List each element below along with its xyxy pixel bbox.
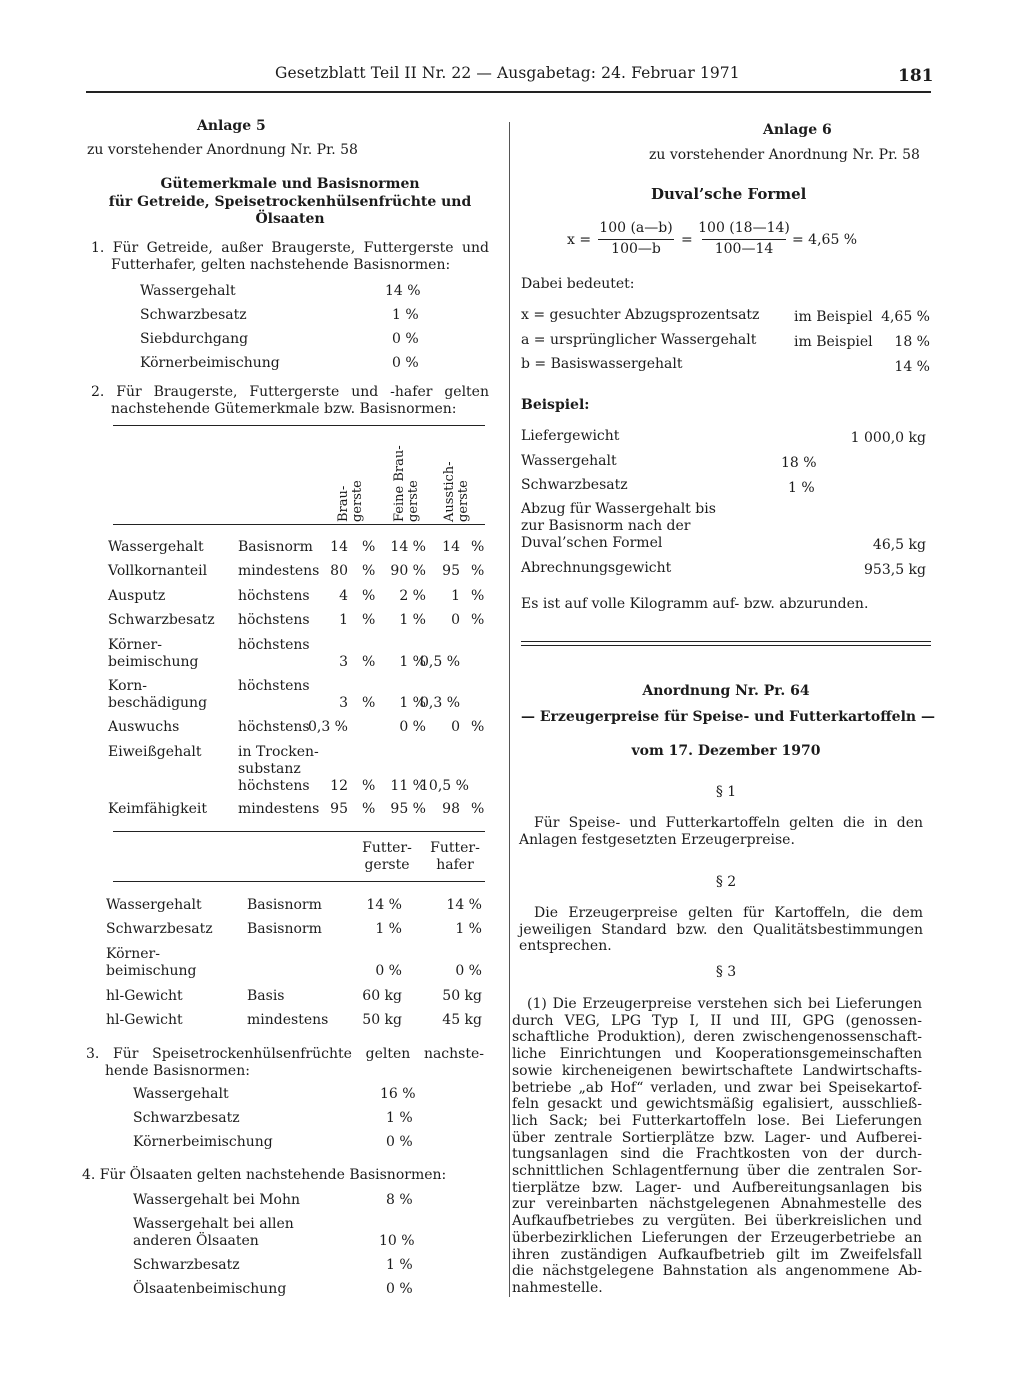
header-rule <box>86 91 931 93</box>
table-row-type: höchstens <box>238 678 310 694</box>
paragraph-line: liche Einrichtungen und Kooperationsgemeinschaften <box>512 1046 922 1063</box>
definition-example: im Beispiel <box>794 334 873 350</box>
table-row-type: höchstens <box>238 588 310 604</box>
paragraph-line: über zentrale Sortierplätze bzw. Lager- und Aufberei- <box>512 1129 922 1146</box>
table-row-label: hl-Gewicht <box>106 988 183 1004</box>
table-cell-unit: % <box>362 612 376 628</box>
formula-den-2: 100—14 <box>714 241 774 257</box>
paragraph-mark-2: § 2 <box>715 874 737 890</box>
list-item: Wassergehalt bei allen anderen Ölsaaten <box>133 1216 294 1249</box>
beispiel-value: 1 000,0 kg <box>850 430 926 446</box>
list-value: 0 % <box>392 355 419 371</box>
table-cell-unit: % <box>471 588 485 604</box>
table2-top-rule <box>113 831 485 832</box>
table-cell-unit: % <box>362 778 376 794</box>
table-cell: 0 <box>451 612 460 628</box>
paragraph-mark-3: § 3 <box>715 964 737 980</box>
s3-intro-line-2: hende Basisnormen: <box>105 1063 250 1079</box>
anordnung-title: Anordnung Nr. Pr. 64 <box>642 683 810 699</box>
paragraph-line: lich Sack; bei Futterkartoffeln lose. Bei Lieferungen <box>512 1112 922 1129</box>
list-item: Körnerbeimischung <box>140 355 280 371</box>
s2-intro-line-2: nachstehende Gütemerkmale bzw. Basisnormen: <box>111 401 457 417</box>
running-header: Gesetzblatt Teil II Nr. 22 — Ausgabetag: 24. Februar 1971 <box>275 64 740 82</box>
section-separator-2 <box>521 645 931 646</box>
list-value: 1 % <box>386 1110 413 1126</box>
table-cell: 0,3 % <box>420 695 461 711</box>
anlage-6-subtitle: zu vorstehender Anordnung Nr. Pr. 58 <box>649 147 920 163</box>
beispiel-value: 46,5 kg <box>872 537 926 553</box>
fraction-bar-2 <box>702 239 786 240</box>
list-item: Schwarzbesatz <box>140 307 247 323</box>
column-divider <box>509 122 510 1297</box>
beispiel-label: Abrechnungsgewicht <box>521 560 672 576</box>
table-cell: 90 % <box>390 563 426 579</box>
formula-result: = 4,65 % <box>792 232 858 248</box>
table-row-label: Körner- beimischung <box>106 946 197 979</box>
table-row-type: Basis <box>247 988 285 1004</box>
s1-intro-line-1: 1. Für Getreide, außer Braugerste, Futtergerste und <box>91 240 489 256</box>
list-item: Siebdurchgang <box>140 331 249 347</box>
list-value: 16 % <box>380 1086 416 1102</box>
table-row-type: in Trocken- substanz höchstens <box>238 744 319 794</box>
table-cell: 50 kg <box>362 1012 402 1028</box>
table-cell: 14 <box>442 539 460 555</box>
table-cell: 0 % <box>375 963 402 979</box>
table-cell: 11 % <box>390 778 426 794</box>
table-cell: 14 <box>330 539 348 555</box>
paragraph-line: nahmestelle. <box>512 1279 603 1296</box>
formula-title: Duval’sche Formel <box>651 185 807 203</box>
paragraph-line: die nächstgelegene Bahnstation als angenommene Ab- <box>512 1263 922 1280</box>
table-cell-unit: % <box>362 654 376 670</box>
beispiel-mid: 18 % <box>781 455 817 471</box>
table-cell-unit: % <box>362 695 376 711</box>
table-cell: 0 % <box>455 963 482 979</box>
formula-num-2: 100 (18—14) <box>698 220 790 236</box>
table-row-label: Wassergehalt <box>106 897 202 913</box>
beispiel-label: Liefergewicht <box>521 428 620 444</box>
beispiel-label: Wassergehalt <box>521 453 617 469</box>
table-row-label: Auswuchs <box>108 719 180 735</box>
formula-den-1: 100—b <box>611 241 661 257</box>
table-cell: 1 % <box>399 654 426 670</box>
table-cell: 0,5 % <box>420 654 461 670</box>
table-cell-unit: % <box>471 563 485 579</box>
col-head-feine-braugerste: Feine Brau- gerste <box>392 445 421 522</box>
paragraph-line: tungsanlagen sind die Frachtkosten von der durch- <box>512 1146 922 1163</box>
definition-value: 18 % <box>894 334 930 350</box>
dabei-bedeutet: Dabei bedeutet: <box>521 276 635 292</box>
anordnung-subtitle: — Erzeugerpreise für Speise- und Futterkartoffeln — <box>521 709 935 725</box>
col-head-braugerste: Brau- gerste <box>336 480 365 522</box>
table-cell: 0,3 % <box>307 719 348 735</box>
formula-eq: = <box>681 232 693 248</box>
table-cell: 95 <box>442 563 460 579</box>
paragraph-line: schnittlichen Schlagentfernung über die zentralen Sor- <box>512 1163 922 1180</box>
table-row-type: mindestens <box>238 801 320 817</box>
paragraph-3 <box>512 996 922 1297</box>
table-row-type: mindestens <box>238 563 320 579</box>
table-cell: 1 % <box>399 612 426 628</box>
list-value: 0 % <box>386 1134 413 1150</box>
page-number: 181 <box>898 66 934 86</box>
table-row-label: Schwarzbesatz <box>108 612 215 628</box>
paragraph-line: tierplätze bzw. Lager- und Aufbereitungsanlagen bis <box>512 1179 922 1196</box>
table-cell: 14 % <box>446 897 482 913</box>
table-cell-unit: % <box>471 719 485 735</box>
paragraph-line: überbezirklichen Lieferungen der Erzeugerbetriebe an <box>512 1229 922 1246</box>
paragraph-line: schaftliche Produktion), deren zwischengenossenschaft- <box>512 1029 922 1046</box>
list-item: Wassergehalt bei Mohn <box>133 1192 301 1208</box>
list-value: 0 % <box>392 331 419 347</box>
table-cell: 1 % <box>375 921 402 937</box>
list-item: Ölsaatenbeimischung <box>133 1281 287 1297</box>
table-cell-unit: % <box>362 539 376 555</box>
anordnung-date: vom 17. Dezember 1970 <box>631 743 821 759</box>
table-cell: 1 % <box>399 695 426 711</box>
table-row-type: Basisnorm <box>247 921 322 937</box>
table-row-label: Wassergehalt <box>108 539 204 555</box>
table-row-label: Ausputz <box>108 588 166 604</box>
paragraph-line: betriebe „ab Hof“ verladen, und zwar bei Speisekartof- <box>512 1079 922 1096</box>
rounding-note: Es ist auf volle Kilogramm auf- bzw. abzurunden. <box>521 596 869 612</box>
table-cell: 10,5 % <box>420 778 469 794</box>
section-separator-1 <box>521 641 931 642</box>
s1-intro-line-2: Futterhafer, gelten nachstehende Basisnormen: <box>111 257 451 273</box>
paragraph-2: Die Erzeugerpreise gelten für Kartoffeln, die dem jeweiligen Standard bzw. den Qualitätsbestimmungen entsprechen. <box>519 905 923 955</box>
col-head-futtergerste: Futter- gerste <box>362 840 412 873</box>
paragraph-1: Für Speise- und Futterkartoffeln gelten die in den Anlagen festgesetzten Erzeugerpreise. <box>519 815 923 848</box>
table-row-label: Vollkornanteil <box>108 563 208 579</box>
paragraph-mark-1: § 1 <box>715 784 737 800</box>
col-head-ausstichgerste: Ausstich- gerste <box>442 461 471 522</box>
section-heading-line-2: für Getreide, Speisetrockenhülsenfrüchte und <box>108 194 472 210</box>
table-row-label: Korn- beschädigung <box>108 678 208 711</box>
anlage-5-subtitle: zu vorstehender Anordnung Nr. Pr. 58 <box>87 142 358 158</box>
table-cell: 12 <box>330 778 348 794</box>
table-cell: 0 % <box>399 719 426 735</box>
paragraph-line: feln gesackt und gewichtsmäßig egalisiert, ausschließ- <box>512 1096 922 1113</box>
definition: x = gesuchter Abzugsprozentsatz <box>521 307 760 323</box>
table-cell-unit: % <box>362 563 376 579</box>
table-cell: 1 <box>339 612 348 628</box>
table-cell: 1 % <box>455 921 482 937</box>
table-cell: 60 kg <box>362 988 402 1004</box>
formula-num-1: 100 (a—b) <box>599 220 673 236</box>
table-cell: 2 % <box>399 588 426 604</box>
col-head-futterhafer: Futter- hafer <box>430 840 480 873</box>
table-head-rule <box>113 524 485 525</box>
list-item: Wassergehalt <box>140 283 236 299</box>
table-cell: 80 <box>330 563 348 579</box>
beispiel-value: 953,5 kg <box>864 562 926 578</box>
beispiel-mid: 1 % <box>788 480 815 496</box>
list-item: Schwarzbesatz <box>133 1110 240 1126</box>
definition-value: 14 % <box>894 359 930 375</box>
table-cell-unit: % <box>471 801 485 817</box>
definition-value: 4,65 % <box>881 309 930 325</box>
paragraph-line: Aufkaufbetriebes zu vergüten. Bei überkreislichen und <box>512 1213 922 1230</box>
fraction-bar-1 <box>598 239 674 240</box>
definition-example: im Beispiel <box>794 309 873 325</box>
paragraph-line: sowie kircheneigenen bewirtschaftete Landwirtschafts- <box>512 1062 922 1079</box>
beispiel-label: Schwarzbesatz <box>521 477 628 493</box>
section-heading-line-3: Ölsaaten <box>255 211 325 227</box>
table-cell: 0 <box>451 719 460 735</box>
table-row-type: höchstens <box>238 637 310 653</box>
table-row-label: Keimfähigkeit <box>108 801 207 817</box>
paragraph-line: zur vereinbarten nächstgelegenen Abnahmestelle des <box>512 1196 922 1213</box>
table-cell: 4 <box>339 588 348 604</box>
list-value: 1 % <box>392 307 419 323</box>
table-cell: 3 <box>339 654 348 670</box>
section-heading-line-1: Gütemerkmale und Basisnormen <box>160 176 420 192</box>
definition: a = ursprünglicher Wassergehalt <box>521 332 757 348</box>
list-value: 1 % <box>386 1257 413 1273</box>
paragraph-line: (1) Die Erzeugerpreise verstehen sich bei Lieferungen <box>527 996 922 1012</box>
list-value: 14 % <box>385 283 421 299</box>
table-row-label: hl-Gewicht <box>106 1012 183 1028</box>
table-cell-unit: % <box>362 588 376 604</box>
table-row-type: Basisnorm <box>247 897 322 913</box>
list-value: 10 % <box>379 1233 415 1249</box>
table-row-type: Basisnorm <box>238 539 313 555</box>
list-item: Schwarzbesatz <box>133 1257 240 1273</box>
beispiel-label: Abzug für Wassergehalt bis zur Basisnorm nach der Duval’schen Formel <box>521 501 716 551</box>
table-cell: 1 <box>451 588 460 604</box>
table-cell-unit: % <box>471 612 485 628</box>
formula-x: x = <box>567 232 592 248</box>
list-value: 8 % <box>386 1192 413 1208</box>
table-cell: 3 <box>339 695 348 711</box>
s4-intro: 4. Für Ölsaaten gelten nachstehende Basisnormen: <box>82 1167 447 1183</box>
s3-intro-line-1: 3. Für Speisetrockenhülsenfrüchte gelten nachste- <box>86 1046 484 1062</box>
table-cell: 14 % <box>390 539 426 555</box>
table-cell: 14 % <box>366 897 402 913</box>
table-top-rule <box>113 425 485 426</box>
paragraph-line: ihren zuständigen Aufkaufbetrieb gilt im Zweifelsfall <box>512 1246 922 1263</box>
anlage-6-title: Anlage 6 <box>763 122 832 138</box>
paragraph-line: durch VEG, LPG Typ I, II und III, GPG (genossen- <box>512 1012 922 1029</box>
table-cell: 45 kg <box>442 1012 482 1028</box>
table-row-label: Schwarzbesatz <box>106 921 213 937</box>
list-item: Körnerbeimischung <box>133 1134 273 1150</box>
table2-head-rule <box>113 881 485 882</box>
list-value: 0 % <box>386 1281 413 1297</box>
table-cell: 50 kg <box>442 988 482 1004</box>
table-cell-unit: % <box>362 801 376 817</box>
table-cell-unit: % <box>471 539 485 555</box>
table-cell: 95 % <box>390 801 426 817</box>
table-cell: 98 <box>442 801 460 817</box>
s2-intro-line-1: 2. Für Braugerste, Futtergerste und -hafer gelten <box>91 384 489 400</box>
table-row-type: höchstens <box>238 612 310 628</box>
table-row-type: mindestens <box>247 1012 329 1028</box>
beispiel-title: Beispiel: <box>521 397 590 413</box>
table-row-label: Körner- beimischung <box>108 637 199 670</box>
table-row-label: Eiweißgehalt <box>108 744 202 760</box>
list-item: Wassergehalt <box>133 1086 229 1102</box>
definition: b = Basiswassergehalt <box>521 356 683 372</box>
table-cell: 95 <box>330 801 348 817</box>
table-row-type: höchstens <box>238 719 310 735</box>
anlage-5-title: Anlage 5 <box>197 118 266 134</box>
